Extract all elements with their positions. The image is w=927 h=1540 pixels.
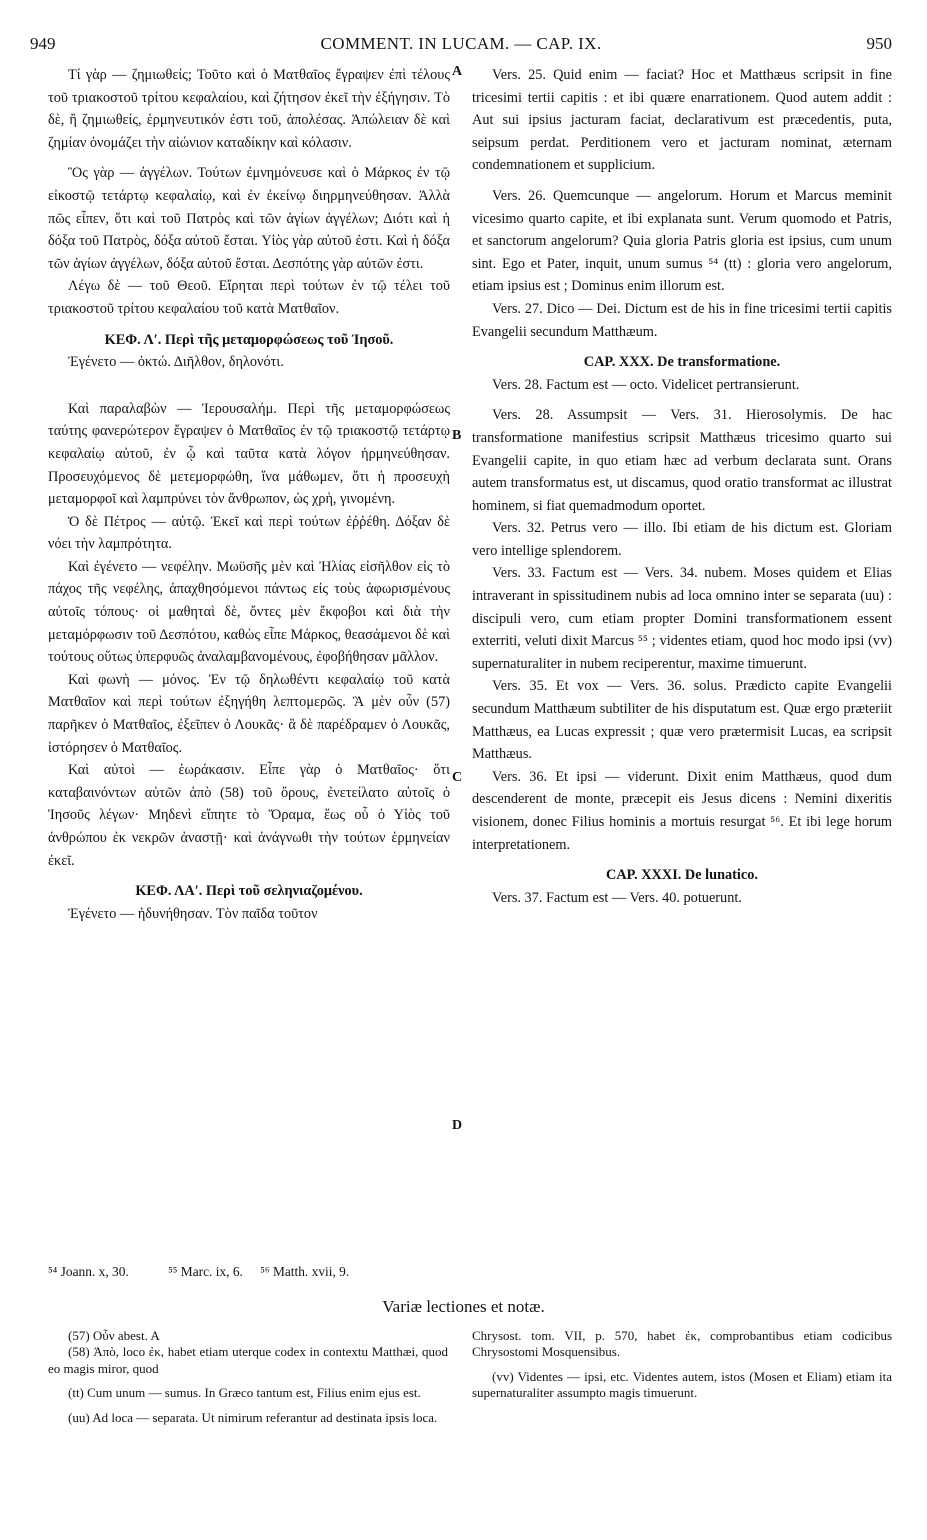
greek-paragraph: Ὃς γὰρ — ἀγγέλων. Τούτων ἐμνημόνευσε καὶ ὁ Μάρκος ἐν τῷ εἰκοστῷ τετάρτῳ κεφαλαίῳ, καὶ ἐν ἐκείνῳ διηρμηνεύθησαν. Ἀλλὰ πῶς εἶπεν, ὅτι καὶ τοῦ Πατρὸς καὶ τῶν ἁγίων ἀγγέλων; Διότι καὶ ἡ δόξα τοῦ Πατρὸς, δόξα αὐτοῦ ἔσται. Υἱὸς γὰρ αὐτοῦ ἐστι. Καὶ ἡ δόξα τῶν ἁγίων ἀγγέλων, δόξα αὐτοῦ ἔσται. Δεσπότης γὰρ αὐτῶν ἐστι.: [48, 165, 450, 272]
greek-paragraph: Ἐγένετο — ὀκτώ. Διῆλθον, δηλονότι.: [68, 354, 284, 371]
margin-letter-d: D: [452, 1118, 463, 1133]
margin-letter-b: B: [452, 428, 462, 443]
variant-note: (uu) Ad loca — separata. Ut nimirum referantur ad destinata ipsis loca.: [68, 1409, 438, 1425]
variant-note: (58) Ἀπὸ, loco ἐκ, habet etiam uterque codex in contextu Matthæi, quod eo magis miror, quod: [48, 1344, 448, 1376]
footnote: ⁵⁶ Matth. xvii, 9.: [260, 1264, 350, 1279]
greek-paragraph: Καὶ παραλαβὼν — Ἱερουσαλήμ. Περὶ τῆς μεταμορφώσεως ταύτης φανερώτερον ἔγραψεν ὁ Ματθαῖος ἐν τῷ τριακοστῷ τετάρτῳ κεφαλαίῳ αὐτοῦ, ἐν ᾧ καὶ ταῦτα κατὰ λόγον ἡρμηνεύθησαν. Προσευχόμενος δὲ μετεμορφώθη, ἵνα μάθωμεν, ὅτι ἡ προσευχὴ μεταμορφοῖ καὶ λαμπρύνει τὸν ἄνθρωπον, ὡς χρὴ, γινομένη.: [48, 400, 450, 508]
latin-chapter-heading: CAP. XXX. De transformatione.: [583, 354, 781, 371]
greek-paragraph: Καὶ ἐγένετο — νεφέλην. Μωϋσῆς μὲν καὶ Ἠλίας εἰσῆλθον εἰς τὸ πάχος τῆς νεφέλης, ἀπαχθησόμενοι πάντως εἰς τοὺς ἀφωρισμένους αὐτοῖς τόπους· οἱ μαθηταὶ δὲ, ὄντες μὲν ἔκφοβοι καὶ διὰ τὴν μεταμόρφωσιν τοῦ Δεσπότου, καθὼς εἶπε Μάρκος, θεασάμενοι δὲ καὶ τούτους οὕτως ὑπερφυῶς ἀναλαμβανομένους, ἐφοβήθησαν μᾶλλον.: [48, 558, 450, 666]
latin-paragraph: Vers. 25. Quid enim — faciat? Hoc et Matthæus scripsit in fine tricesimi tertii capitis : et ibi quære enarrationem. Quod autem addit : Aut sui ipsius jacturam faciat, declarativum est præcedentis, puta, seipsum perdat. Perditionem vero et jacturam nominat, æternam condemnationem et supplicium.: [472, 67, 892, 174]
greek-paragraph: Καὶ φωνὴ — μόνος. Ἐν τῷ δηλωθέντι κεφαλαίῳ τοῦ κατὰ Ματθαῖον καὶ περὶ τούτων ἐξηγήθη λεπτομερῶς. Ἃ μὲν οὖν (57) παρῆκεν ὁ Ματθαῖος, ἐξεῖπεν ὁ Λουκᾶς· ἃ δὲ παρέδραμεν ὁ Λουκᾶς, ἱστόρησεν ὁ Ματθαῖος.: [48, 671, 450, 756]
latin-column: [472, 64, 892, 909]
variant-note: (tt) Cum unum — sumus. In Græco tantum est, Filius enim ejus est.: [68, 1385, 421, 1401]
greek-paragraph: Λέγω δὲ — τοῦ Θεοῦ. Εἴρηται περὶ τούτων ἐν τῷ τέλει τοῦ τριακοστοῦ τρίτου κεφαλαίου τοῦ κατὰ Ματθαῖον.: [48, 278, 450, 317]
greek-paragraph: Ὁ δὲ Πέτρος — αὐτῷ. Ἐκεῖ καὶ περὶ τούτων ἐῤῥέθη. Δόξαν δὲ νόει τὴν λαμπρότητα.: [48, 513, 450, 553]
latin-paragraph: Vers. 28. Assumpsit — Vers. 31. Hierosolymis. De hac transformatione manifestius scripsit Matthæus tricesimo quarto sui Evangelii capite, in quo etiam hæc ad verbum declarata sunt. Orans autem transformatus est, ut discamus, quod oratio transformat ac illustrat hominem, si fiat quemadmodum oportet.: [472, 407, 892, 514]
latin-paragraph: Vers. 28. Factum est — octo. Videlicet pertransierunt.: [492, 376, 800, 393]
greek-chapter-heading: ΚΕΦ. ΛΑʹ. Περὶ τοῦ σεληνιαζομένου.: [135, 883, 363, 900]
page-number-left: 949: [30, 34, 56, 53]
latin-chapter-heading: CAP. XXXI. De lunatico.: [606, 867, 758, 884]
latin-paragraph: Vers. 36. Et ipsi — viderunt. Dixit enim Matthæus, quod dum descenderent de monte, præcepit eis Jesus dicens : Nemini dixeritis visionem, donec Filius hominis a mortuis resurgat ⁵⁶. Et ibi lege horum interpretationem.: [472, 768, 892, 853]
variae-title: Variæ lectiones et notæ.: [382, 1297, 545, 1316]
margin-letter-c: C: [452, 770, 463, 785]
variant-note: Chrysost. tom. VII, p. 570, habet ἐκ, comprobantibus etiam codicibus Chrysostomi Mosquensibus.: [472, 1328, 892, 1360]
latin-paragraph: Vers. 27. Dico — Dei. Dictum est de his in fine tricesimi tertii capitis Evangelii secundum Matthæum.: [472, 300, 892, 340]
latin-paragraph: Vers. 35. Et vox — Vers. 36. solus. Prædicto capite Evangelii secundum Matthæum subtiliter de his disputatum est. Quæ ergo præteriit Matthæus, ea Lucas expressit ; quæ vero prætermisit Lucas, ea scripsit Matthæus.: [472, 678, 892, 763]
page-number-right: 950: [866, 34, 892, 53]
greek-column: [48, 64, 450, 925]
latin-paragraph: Vers. 32. Petrus vero — illo. Ibi etiam de his dictum est. Gloriam vero intellige splendorem.: [472, 520, 892, 559]
scripture-footnotes: [48, 1264, 892, 1280]
margin-letter-a: A: [452, 64, 463, 79]
latin-paragraph: Vers. 37. Factum est — Vers. 40. potuerunt.: [492, 889, 742, 906]
latin-paragraph: Vers. 26. Quemcunque — angelorum. Horum et Marcus meminit vicesimo quarto capite, et ibi explanata sunt. Verum quomodo et Patris, et sanctorum angelorum? Quia gloria Patris gloria est ipsius, cum unum sint. Ego et Pater, inquit, unum sumus ⁵⁴ (tt) : gloria vero angelorum, etiam ipsius est ; Dominus enim illorum est.: [472, 187, 892, 295]
running-title: COMMENT. IN LUCAM. — CAP. IX.: [320, 34, 602, 53]
greek-paragraph: Ἐγένετο — ἠδυνήθησαν. Τὸν παῖδα τοῦτον: [68, 905, 318, 922]
greek-paragraph: Τί γὰρ — ζημιωθείς; Τοῦτο καὶ ὁ Ματθαῖος ἔγραψεν ἐπὶ τέλους τοῦ τριακοστοῦ τρίτου κεφαλαίου, καὶ ζήτησον ἐκεῖ τὴν ἐξήγησιν. Τὸ δὲ, ἢ ζημιωθείς, ἑρμηνευτικόν ἐστι τοῦ, ἀπολέσας. Ἀπώλειαν δὲ καὶ ζημίαν ὀνομάζει τὴν αἰώνιον καταδίκην καὶ κόλασιν.: [48, 67, 450, 151]
footnote: ⁵⁵ Marc. ix, 6.: [168, 1264, 243, 1279]
variae-notes-right: [472, 1328, 892, 1410]
variant-note: (vv) Videntes — ipsi, etc. Videntes autem, istos (Mosen et Eliam) etiam ita supernaturaliter assumpto magis timuerunt.: [472, 1368, 892, 1401]
latin-paragraph: Vers. 33. Factum est — Vers. 34. nubem. Moses quidem et Elias intraverant in spissitudinem nubis ad loca omnino inter se separata (uu) : discipuli vero, cum etiam propter Domini transformationem essent exterriti, veluti dixit Marcus ⁵⁵ ; videntes etiam, quod hoc modo ipsi (vv) supernaturaliter in nubem reciperentur, maxime timuerunt.: [472, 565, 892, 672]
footnote: ⁵⁴ Joann. x, 30.: [48, 1264, 129, 1279]
page-header: [30, 34, 892, 60]
variae-notes-left: [48, 1328, 448, 1434]
variant-note: (57) Οὖν abest. A: [68, 1328, 160, 1343]
greek-chapter-heading: ΚΕΦ. Λʹ. Περὶ τῆς μεταμορφώσεως τοῦ Ἰησοῦ.: [104, 331, 394, 348]
greek-paragraph: Καὶ αὐτοὶ — ἑωράκασιν. Εἶπε γὰρ ὁ Ματθαῖος· ὅτι καταβαινόντων αὐτῶν ἀπὸ (58) τοῦ ὄρους, ἐνετείλατο αὐτοῖς ὁ Ἰησοῦς λέγων· Μηδενὶ εἴπητε τὸ Ὅραμα, ἕως οὗ ὁ Υἱὸς τοῦ ἀνθρώπου ἐκ νεκρῶν ἀναστῇ· καὶ ἀνάγνωθι τὴν τούτων ἑρμηνείαν ἐκεῖ.: [48, 762, 450, 869]
